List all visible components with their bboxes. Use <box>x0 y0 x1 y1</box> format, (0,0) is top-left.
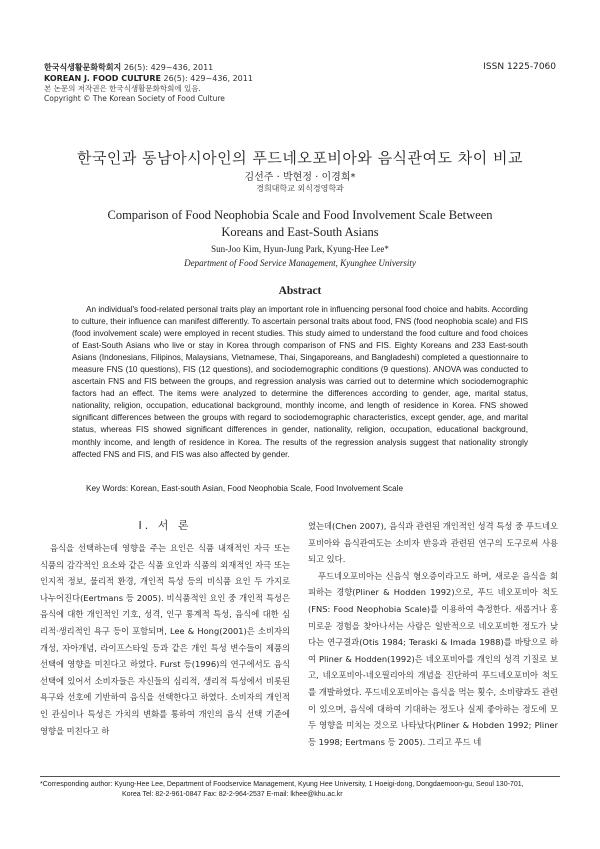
paper-title-en <box>0 207 600 241</box>
intro-paragraph-2: 푸드네오포비아는 신음식 혐오증이라고도 하며, 새로운 음식을 회피하는 경향(Pliner & Hodden 1992)으로, 푸드 네오포비아 척도(FNS: Food Neophobia Scale)를 이용하여 측정한다. 새롭거나 흥미로운 경험을 찾아나서는 사람은 일반적으로 네오포비한 정도가 낮다는 연구결과(Otis 1984; Teraski & Imada 1988)를 바탕으로 하여 Pliner & Hodden(1992)은 네오포비아를 개인의 성격 기질로 보고, 네오포비아-네오필리아의 개념을 진단하여 푸드네오포비아 척도를 개발하였다. 푸드네오포비아는 음식을 먹는 횟수, 소비량과도 관련이 있으며, 음식에 대하여 기대하는 정도나 실제 좋아하는 정도에 모두 영향을 미치는 것으로 나타났다(Pliner & Hobden 1992; Pliner 등 1998; Eertmans 등 2005). 그리고 푸드 네 <box>308 570 558 747</box>
section-heading: I. 서 론 <box>138 519 192 532</box>
journal-ko-line <box>44 62 556 73</box>
journal-en-name: KOREAN J. FOOD CULTURE <box>44 74 161 83</box>
intro-paragraph-1: 음식을 선택하는데 영향을 주는 요인은 식품 내재적인 자극 또는 식품의 감각적인 요소와 같은 식품 요인과 식품의 외재적인 자극 또는 인지적 정보, 물리적 환경, 개인적 특성 등의 비식품 요인 두 가지로 나누어진다(Eertmans 등 2005). 비식품적인 요인 중 개인적 특성은 음식에 대한 개인적인 기호, 성격, 인구 통계적 특성, 음식에 대한 심리적·생리적인 욕구 등이 포함되며, Lee & Hong(2001)은 소비자의 개성, 자아개념, 라이프스타일 등과 같은 개인 특성 변수들이 제품의 선택에 영향을 미친다고 하였다. Furst 등(1996)의 연구에서도 음식 선택에 있어서 소비자들은 자신들의 심리적, 생리적 특성에서 비롯된 욕구와 선호에 기반하여 음식을 선택한다고 하였다. 소비자의 개인적인 관심이나 특성은 가치의 변화를 통하여 개인의 음식 선택 기준에 영향을 미친다고 하 <box>40 543 290 736</box>
footnote-divider <box>40 776 560 777</box>
left-column <box>40 518 290 739</box>
copyright-note-ko: 본 논문의 저작권은 한국식생활문화학회에 있음. <box>44 84 201 93</box>
affiliation-ko: 경희대학교 외식경영학과 <box>256 184 344 193</box>
abstract-heading: Abstract <box>278 285 322 297</box>
abstract-body: An individual's food-related personal traits play an important role in influencing personal food choice and habits. According to culture, their influence can manifest differently. To ascertain personal traits about food, FNS (food neophobia scale) and FIS (food involvement scale) were employed in recent studies. This study aimed to understand the food culture and food choices of East-South Asians who live or stay in Korea through comparison of FNS and FIS. Eighty Koreans and 233 East-south Asians (Indonesians, Filipinos, Malaysians, Vietnamese, Thai, Singaporeans, and Bangladeshi) completed a questionnaire to measure FNS (10 questions), FIS (12 questions), and sociodemographic conditions (9 questions). ANOVA was conducted to ascertain FNS and FIS between the groups, and regression analysis was carried out to determine which sociodemographic factors had an effect. The items were analyzed to determine the differences according to gender, age, marital status, nationality, religion, occupation, educational background, monthly income, and length of residence in Korea. FNS showed significant differences between the groups with regard to sociodemographic characteristics, except gender, age, and marital status, whereas FIS showed significant differences in gender, nationality, religion, occupation, educational background, monthly income, and length of residence in Korea. The results of the regression analysis suggest that nationality strongly affected FNS and FIS, and FIS was also affected by gender. <box>72 305 528 459</box>
paper-title-ko: 한국인과 동남아시아인의 푸드네오포비아와 음식관여도 차이 비교 <box>76 149 524 167</box>
journal-ko-name: 한국식생활문화학회지 <box>44 63 122 72</box>
journal-ko-volume: 26(5): 429~436, 2011 <box>123 63 214 72</box>
authors-ko: 김선주 · 박현정 · 이경희* <box>244 172 356 183</box>
copyright-note: Copyright © The Korean Society of Food Culture <box>44 94 225 103</box>
right-column <box>308 518 558 750</box>
footnote-line1: *Corresponding author: Kyung-Hee Lee, Department of Foodservice Management, Kyung Hee University, 1 Hoeigi-dong, Dongdaemoon-gu, Seoul 130-701, <box>40 781 524 788</box>
issn: ISSN 1225-7060 <box>483 62 556 72</box>
keywords: Key Words: Korean, East-south Asian, Food Neophobia Scale, Food Involvement Scale <box>86 484 404 493</box>
journal-en-volume: 26(5): 429~436, 2011 <box>163 74 253 83</box>
corresponding-author-footnote <box>40 780 560 800</box>
title-en-line2: Koreans and East-South Asians <box>221 225 379 239</box>
journal-header <box>44 62 556 104</box>
footnote-line2: Korea Tel: 82-2-961-0847 Fax: 82-2-964-2537 E-mail: lkhee@khu.ac.kr <box>122 791 343 798</box>
intro-paragraph-continued: 였는데(Chen 2007), 음식과 관련된 개인적인 성격 특성 중 푸드네오포비아와 음식관여도는 소비자 반응과 관련된 연구의 도구로써 사용되고 있다. <box>308 521 558 565</box>
affiliation-en: Department of Food Service Management, Kyunghee University <box>184 258 416 268</box>
title-en-line1: Comparison of Food Neophobia Scale and Food Involvement Scale Between <box>107 208 493 222</box>
authors-en: Sun-Joo Kim, Hyun-Jung Park, Kyung-Hee Lee* <box>211 244 389 254</box>
journal-en-line <box>44 73 556 84</box>
